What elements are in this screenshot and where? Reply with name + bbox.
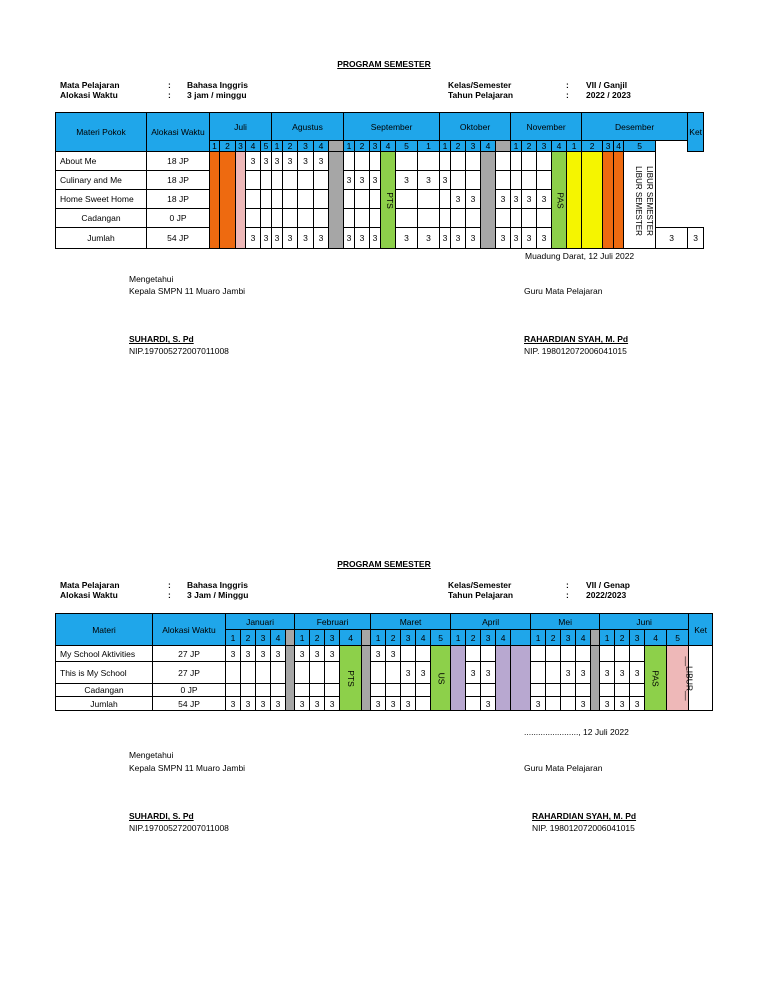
cell-value: 3: [401, 662, 416, 684]
cell-value: 3: [226, 697, 241, 711]
week-num: 2: [220, 141, 236, 152]
row-materi: Culinary and Me: [56, 171, 147, 190]
pts-label: PTS: [384, 192, 395, 209]
pas-label: PAS: [651, 670, 662, 687]
week-num: 4: [340, 630, 362, 646]
cell-value: 3: [283, 152, 298, 171]
libur-label: LIBUR SEMESTER: [645, 166, 655, 236]
doc1-guru-label: Guru Mata Pelajaran: [524, 286, 603, 296]
cell-value: 3: [440, 228, 451, 249]
week-num: 1: [511, 141, 522, 152]
yellow-column: [582, 152, 603, 249]
purple-column: [511, 646, 531, 711]
doc1-kepala-label: Kepala SMPN 11 Muaro Jambi: [129, 286, 246, 296]
cell-value: 3: [344, 171, 355, 190]
week-num: 1: [600, 630, 615, 646]
cell-value: 3: [310, 697, 325, 711]
gray-column: [329, 152, 344, 249]
header-month-desember: Desember: [582, 113, 688, 141]
header-month-april: April: [451, 614, 531, 630]
cell-value: 3: [271, 646, 286, 662]
cell-value: 3: [401, 697, 416, 711]
cell-value: 3: [261, 152, 272, 171]
row-alokasi: 0 JP: [147, 209, 210, 228]
doc1-tahun-value: 2022 / 2023: [586, 90, 631, 100]
pts-cell: [340, 646, 362, 711]
cell-value: 3: [370, 171, 381, 190]
cell-value: 3: [531, 697, 546, 711]
week-num: 1: [226, 630, 241, 646]
cell-value: 3: [511, 228, 522, 249]
week-num: 2: [310, 630, 325, 646]
cell-value: 3: [522, 228, 537, 249]
cell-value: 3: [256, 646, 271, 662]
row-alokasi: 18 JP: [147, 171, 210, 190]
header-month-maret: Maret: [371, 614, 451, 630]
week-num: 3: [603, 141, 614, 152]
cell-value: 3: [600, 662, 615, 684]
doc2-mapel-label: Mata Pelajaran: [60, 580, 120, 590]
doc1-schedule-table: [55, 112, 704, 249]
doc1-kepala-name: SUHARDI, S. Pd: [129, 334, 194, 344]
gray-column: [481, 152, 496, 249]
week-num: 4: [645, 630, 667, 646]
cell-value: 3: [314, 228, 329, 249]
row-materi: Jumlah: [56, 228, 147, 249]
cell-value: 3: [496, 190, 511, 209]
row-materi: This is My School: [56, 662, 153, 684]
week-num: [591, 630, 600, 646]
cell-value: 3: [440, 171, 451, 190]
doc2-kepala-nip: NIP.197005272007011008: [129, 823, 229, 833]
cell-value: 3: [295, 646, 310, 662]
cell-value: 3: [314, 152, 329, 171]
doc2-kepala-name: SUHARDI, S. Pd: [129, 811, 194, 821]
week-num: 2: [546, 630, 561, 646]
cell-value: 3: [481, 697, 496, 711]
doc1-mapel-label: Mata Pelajaran: [60, 80, 120, 90]
week-num: 3: [325, 630, 340, 646]
week-num: 2: [451, 141, 466, 152]
doc2-guru-label: Guru Mata Pelajaran: [524, 763, 603, 773]
week-num: 4: [552, 141, 567, 152]
cell-value: 3: [416, 662, 431, 684]
cell-value: 3: [370, 228, 381, 249]
pas-label: PAS: [555, 192, 566, 209]
doc2-colon: :: [566, 590, 569, 600]
header-month-juni: Juni: [600, 614, 689, 630]
cell-value: 3: [295, 697, 310, 711]
purple-column: [496, 646, 511, 711]
pts-label: PTS: [346, 670, 357, 687]
doc1-colon: :: [168, 80, 171, 90]
week-num: 4: [576, 630, 591, 646]
cell-value: 3: [272, 152, 283, 171]
week-num: 1: [440, 141, 451, 152]
cell-value: 3: [396, 171, 418, 190]
doc2-alokasi-label: Alokasi Waktu: [60, 590, 118, 600]
row-alokasi: 27 JP: [153, 646, 226, 662]
cell-value: 3: [576, 662, 591, 684]
doc2-colon: :: [566, 580, 569, 590]
doc1-kepala-nip: NIP.197005272007011008: [129, 346, 229, 356]
row-materi: Cadangan: [56, 684, 153, 697]
doc2-colon: :: [168, 580, 171, 590]
row-alokasi: 27 JP: [153, 662, 226, 684]
pas-cell: [645, 646, 667, 711]
cell-value: 3: [246, 152, 261, 171]
row-alokasi: 54 JP: [147, 228, 210, 249]
cell-value: 3: [537, 190, 552, 209]
mpls-week: [236, 152, 246, 249]
header-materi: Materi: [56, 614, 153, 646]
week-num: 4: [271, 630, 286, 646]
gray-column: [591, 646, 600, 711]
week-num: 2: [615, 630, 630, 646]
header-alokasi: Alokasi Waktu: [153, 614, 226, 646]
week-num: 4: [314, 141, 329, 152]
header-month-februari: Februari: [295, 614, 371, 630]
doc2-kepala-label: Kepala SMPN 11 Muaro Jambi: [129, 763, 246, 773]
row-alokasi: 0 JP: [153, 684, 226, 697]
cell-value: 3: [688, 228, 704, 249]
doc1-kelas-label: Kelas/Semester: [448, 80, 512, 90]
cell-value: 3: [226, 646, 241, 662]
doc1-guru-nip: NIP. 198012072006041015: [524, 346, 627, 356]
header-ket: Ket: [688, 113, 704, 152]
cell-value: 3: [656, 228, 688, 249]
header-month-oktober: Oktober: [440, 113, 511, 141]
cell-value: 3: [576, 697, 591, 711]
header-month-mei: Mei: [531, 614, 600, 630]
cell-value: 3: [481, 662, 496, 684]
cell-value: 3: [256, 697, 271, 711]
doc2-tahun-label: Tahun Pelajaran: [448, 590, 514, 600]
doc1-alokasi-value: 3 jam / minggu: [187, 90, 247, 100]
week-num: [329, 141, 344, 152]
week-num: 5: [396, 141, 418, 152]
week-num: 3: [370, 141, 381, 152]
row-alokasi: 18 JP: [147, 190, 210, 209]
cell-value: 3: [355, 228, 370, 249]
cell-value: 3: [325, 646, 340, 662]
week-num: 3: [256, 630, 271, 646]
row-alokasi: 18 JP: [147, 152, 210, 171]
cell-value: 3: [396, 228, 418, 249]
cell-value: 3: [630, 662, 645, 684]
week-num: 2: [283, 141, 298, 152]
cell-value: 3: [496, 228, 511, 249]
doc1-place-date: Muadung Darat, 12 Juli 2022: [525, 251, 635, 261]
week-num: 5: [261, 141, 272, 152]
row-materi: Jumlah: [56, 697, 153, 711]
doc2-kelas-value: VII / Genap: [586, 580, 630, 590]
header-month-juli: Juli: [210, 113, 272, 141]
cell-value: 3: [283, 228, 298, 249]
libur-semester-cell: [603, 152, 644, 249]
week-num: 1: [272, 141, 283, 152]
header-month-september: September: [344, 113, 440, 141]
week-num: 4: [496, 630, 511, 646]
week-num: 1: [418, 141, 440, 152]
week-num: 2: [355, 141, 370, 152]
header-month-agustus: Agustus: [272, 113, 344, 141]
week-num: 1: [371, 630, 386, 646]
cell-value: 3: [466, 190, 481, 209]
header-alokasi: Alokasi Waktu: [147, 113, 210, 152]
week-num: 3: [630, 630, 645, 646]
cell-value: 3: [466, 662, 481, 684]
gray-column: [362, 646, 371, 711]
purple-column: [451, 646, 466, 711]
week-num: 2: [522, 141, 537, 152]
week-num: 1: [344, 141, 355, 152]
cell-value: 3: [451, 228, 466, 249]
week-num: 5: [667, 630, 689, 646]
us-cell: [431, 646, 451, 711]
doc2-guru-name: RAHARDIAN SYAH, M. Pd: [532, 811, 637, 821]
week-num: 3: [236, 141, 246, 152]
week-num: [496, 141, 511, 152]
row-materi: Home Sweet Home: [56, 190, 147, 209]
week-num: 4: [416, 630, 431, 646]
libur-cell: [667, 646, 695, 711]
week-num: 1: [295, 630, 310, 646]
week-num: [511, 630, 531, 646]
libur-label: __LIBUR__: [684, 656, 695, 701]
libur-label: LIBUR SEMESTER: [634, 166, 644, 236]
doc1-alokasi-label: Alokasi Waktu: [60, 90, 118, 100]
cell-value: 3: [615, 697, 630, 711]
doc1-colon: :: [566, 90, 569, 100]
cell-value: 3: [386, 697, 401, 711]
doc2-schedule-table: [55, 613, 713, 711]
cell-value: 3: [241, 646, 256, 662]
doc1-colon: :: [168, 90, 171, 100]
row-alokasi: 54 JP: [153, 697, 226, 711]
header-materi: Materi Pokok: [56, 113, 147, 152]
doc2-place-date: ......................., 12 Juli 2022: [524, 727, 629, 737]
gray-column: [286, 646, 295, 711]
week-num: 5: [431, 630, 451, 646]
cell-value: 3: [600, 697, 615, 711]
week-num: 3: [537, 141, 552, 152]
doc2-kelas-label: Kelas/Semester: [448, 580, 512, 590]
cell-value: 3: [371, 697, 386, 711]
cell-value: 3: [522, 190, 537, 209]
doc1-tahun-label: Tahun Pelajaran: [448, 90, 514, 100]
cell-value: 3: [241, 697, 256, 711]
libur-juli: [220, 152, 236, 249]
pas-cell: [552, 152, 567, 249]
doc1-guru-name: RAHARDIAN SYAH, M. Pd: [524, 334, 629, 344]
cell-value: 3: [271, 697, 286, 711]
cell-value: 3: [451, 190, 466, 209]
doc2-guru-nip: NIP. 198012072006041015: [532, 823, 635, 833]
libur-semester-cell: [614, 152, 655, 249]
cell-value: 3: [310, 646, 325, 662]
cell-value: 3: [261, 228, 272, 249]
cell-value: 3: [246, 228, 261, 249]
cell-value: 3: [386, 646, 401, 662]
week-num: 2: [466, 630, 481, 646]
cell-value: 3: [371, 646, 386, 662]
doc2-tahun-value: 2022/2023: [586, 590, 627, 600]
cell-value: 3: [344, 228, 355, 249]
week-num: 1: [531, 630, 546, 646]
cell-value: 3: [418, 171, 440, 190]
row-materi: My School Aktivities: [56, 646, 153, 662]
doc2-alokasi-value: 3 Jam / Minggu: [187, 590, 249, 600]
week-num: 2: [582, 141, 603, 152]
cell-value: 3: [537, 228, 552, 249]
week-num: 1: [567, 141, 582, 152]
doc1-colon: :: [566, 80, 569, 90]
week-num: 3: [298, 141, 314, 152]
header-month-november: November: [511, 113, 582, 141]
doc1-title: PROGRAM SEMESTER: [337, 59, 431, 69]
week-num: 4: [246, 141, 261, 152]
header-ket: Ket: [689, 614, 713, 646]
cell-value: 3: [466, 228, 481, 249]
doc2-mengetahui: Mengetahui: [129, 750, 174, 760]
row-materi: Cadangan: [56, 209, 147, 228]
cell-value: 3: [272, 228, 283, 249]
week-num: 2: [241, 630, 256, 646]
cell-value: 3: [561, 662, 576, 684]
week-num: 3: [561, 630, 576, 646]
row-materi: About Me: [56, 152, 147, 171]
week-num: [362, 630, 371, 646]
week-num: 3: [466, 141, 481, 152]
cell-value: 3: [418, 228, 440, 249]
cell-value: 3: [355, 171, 370, 190]
cell-value: 3: [298, 228, 314, 249]
doc2-colon: :: [168, 590, 171, 600]
week-num: 3: [481, 630, 496, 646]
week-num: 3: [401, 630, 416, 646]
cell-value: 3: [325, 697, 340, 711]
pts-cell: [381, 152, 396, 249]
week-num: 4: [481, 141, 496, 152]
header-month-januari: Januari: [226, 614, 295, 630]
doc1-mengetahui: Mengetahui: [129, 274, 174, 284]
doc1-kelas-value: VII / Ganjil: [586, 80, 628, 90]
cell-value: 3: [615, 662, 630, 684]
cell-value: 3: [511, 190, 522, 209]
week-num: [286, 630, 295, 646]
week-num: 2: [386, 630, 401, 646]
yellow-column: [567, 152, 582, 249]
doc2-mapel-value: Bahasa Inggris: [187, 580, 248, 590]
cell-value: 3: [298, 152, 314, 171]
libur-juli: [210, 152, 220, 249]
week-num: 4: [381, 141, 396, 152]
week-num: 4: [614, 141, 624, 152]
week-num: 1: [451, 630, 466, 646]
us-label: US: [436, 672, 447, 685]
doc1-mapel-value: Bahasa Inggris: [187, 80, 248, 90]
week-num: 1: [210, 141, 220, 152]
week-num: 5: [624, 141, 656, 152]
cell-value: 3: [630, 697, 645, 711]
doc2-title: PROGRAM SEMESTER: [337, 559, 431, 569]
